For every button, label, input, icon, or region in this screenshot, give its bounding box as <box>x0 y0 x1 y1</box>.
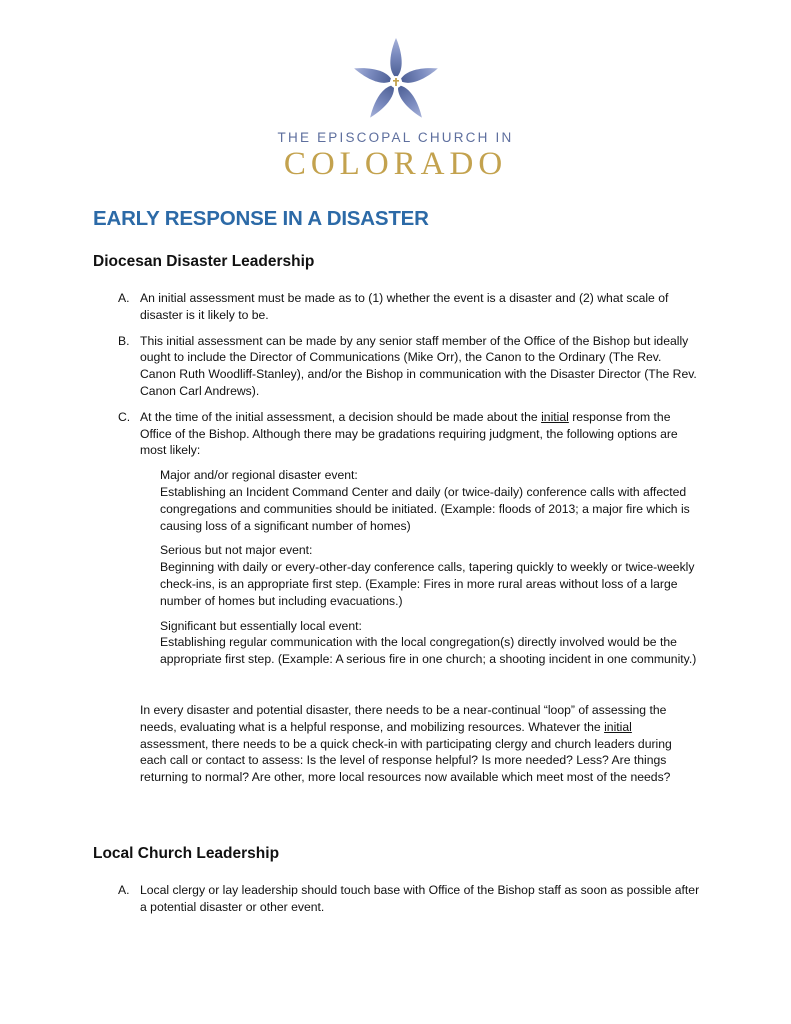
text-segment: assessment, there needs to be a quick check-in with participating clergy and church leaders during each call or contact to assess: Is the level of response helpful? Is more needed? Less? Are things returning to normal? Are other, more local resources now available which meet most of the needs? <box>140 736 672 785</box>
option-local <box>160 618 700 668</box>
document-title: EARLY RESPONSE IN A DISASTER <box>93 207 429 230</box>
list-item-text: An initial assessment must be made as to (1) whether the event is a disaster and (2) what scale of disaster is it likely to be. <box>140 291 669 322</box>
text-segment: In every disaster and potential disaster, there needs to be a near-continual “loop” of assessing the needs, evaluating what is a helpful response, and mobilizing resources. Whatever the <box>140 703 667 734</box>
response-options <box>160 467 700 668</box>
list-marker: B. <box>118 333 130 348</box>
diocese-logo <box>0 36 791 182</box>
section-heading-diocesan: Diocesan Disaster Leadership <box>93 253 315 270</box>
logo-text-line1: THE EPISCOPAL CHURCH IN <box>277 130 514 145</box>
list-item <box>118 290 700 324</box>
list-item <box>118 882 700 916</box>
assessment-loop-paragraph <box>140 702 700 786</box>
underlined-word: initial <box>604 719 632 734</box>
text-segment: response from the Office of the Bishop. Although there may be gradations requiring judgment, the following options are most likely: <box>140 409 678 458</box>
list-item-text: Local clergy or lay leadership should touch base with Office of the Bishop staff as soon as possible after a potential disaster or other event. <box>140 883 700 914</box>
list-marker: A. <box>118 291 130 305</box>
diocesan-list <box>118 290 700 677</box>
option-text: Beginning with daily or every-other-day conference calls, tapering quickly to weekly or twice-weekly check-ins, is an appropriate first step. (Example: Fires in more rural areas without loss of a large number of homes but including evacuations.) <box>160 560 695 608</box>
option-title: Serious but not major event: <box>160 543 313 558</box>
list-item-text: This initial assessment can be made by any senior staff member of the Office of the Bishop but ideally ought to include the Director of Communications (Mike Orr), the Canon to the Ordinary (The Rev. Canon Ruth Woodliff-Stanley), and/or the Bishop in communication with the Disaster Director (The Rev. Canon Carl Andrews). <box>140 333 697 398</box>
list-item-text <box>140 410 678 458</box>
star-flower-logo-icon <box>346 36 446 120</box>
list-marker: C. <box>118 409 131 424</box>
list-marker: A. <box>118 883 130 897</box>
option-title: Major and/or regional disaster event: <box>160 468 358 483</box>
option-title: Significant but essentially local event: <box>160 618 362 633</box>
option-text: Establishing an Incident Command Center and daily (or twice-daily) conference calls with affected congregations and communities should be initiated. (Example: floods of 2013; a major fire which is causing loss of a significant number of homes) <box>160 484 690 533</box>
local-list <box>118 882 700 925</box>
underlined-word: initial <box>541 409 569 424</box>
logo-text-line2: COLORADO <box>283 146 508 182</box>
list-item <box>118 409 700 668</box>
option-major-regional <box>160 467 700 534</box>
list-item <box>118 333 700 400</box>
section-heading-local: Local Church Leadership <box>93 845 280 862</box>
text-segment: At the time of the initial assessment, a decision should be made about the <box>140 409 542 424</box>
option-text: Establishing regular communication with the local congregation(s) directly involved would be the appropriate first step. (Example: A serious fire in one church; a shooting incident in one community.) <box>160 635 697 667</box>
option-serious <box>160 542 700 609</box>
